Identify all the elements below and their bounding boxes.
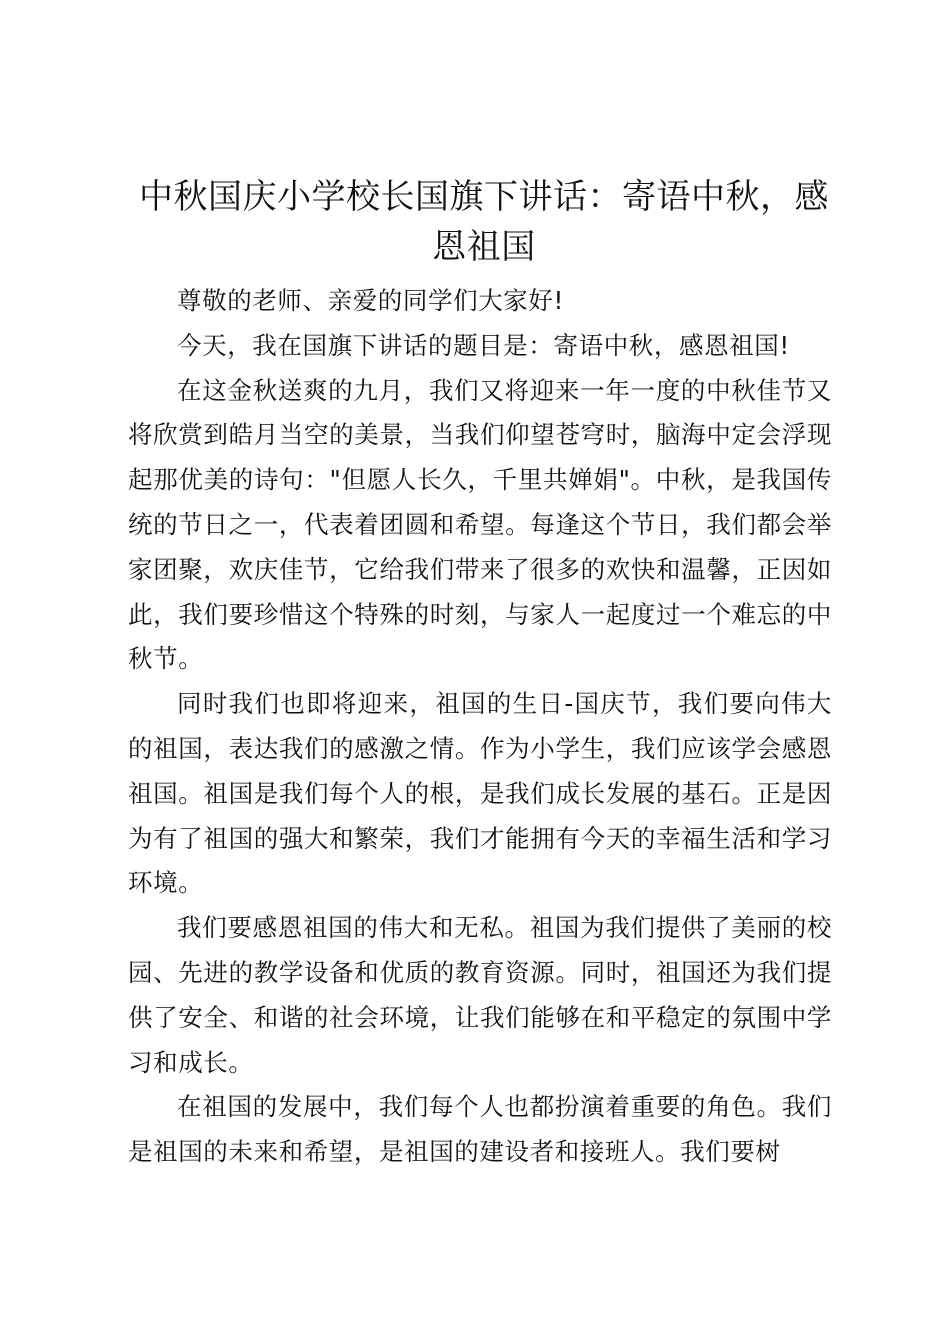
document-title: 中秋国庆小学校长国旗下讲话：寄语中秋，感恩祖国 [139,177,829,267]
paragraph-gratitude: 我们要感恩祖国的伟大和无私。祖国为我们提供了美丽的校园、先进的教学设备和优质的教育资源。同时，祖国还为我们提供了安全、和谐的社会环境，让我们能够在和平稳定的氛围中学习和成长。 [128,913,832,1077]
paragraph-greeting: 尊敬的老师、亲爱的同学们大家好! [177,286,564,315]
paragraph-role: 在祖国的发展中，我们每个人也都扮演着重要的角色。我们是祖国的未来和希望，是祖国的建设者和接班人。我们要树 [128,1092,832,1167]
paragraph-national-day: 同时我们也即将迎来，祖国的生日-国庆节，我们要向伟大的祖国，表达我们的感激之情。作为小学生，我们应该学会感恩祖国。祖国是我们每个人的根，是我们成长发展的基石。正是因为有了祖国的强大和繁荣，我们才能拥有今天的幸福生活和学习环境。 [128,689,832,898]
paragraph-mid-autumn: 在这金秋送爽的九月，我们又将迎来一年一度的中秋佳节又将欣赏到皓月当空的美景，当我们仰望苍穹时，脑海中定会浮现起那优美的诗句："但愿人长久，千里共婵娟"。中秋，是我国传统的节日之一，代表着团圆和希望。每逢这个节日，我们都会举家团聚，欢庆佳节，它给我们带来了很多的欢快和温馨，正因如此，我们要珍惜这个特殊的时刻，与家人一起度过一个难忘的中秋节。 [128,375,832,674]
paragraph-topic: 今天，我在国旗下讲话的题目是：寄语中秋，感恩祖国! [177,330,790,360]
document-body [128,279,832,1175]
